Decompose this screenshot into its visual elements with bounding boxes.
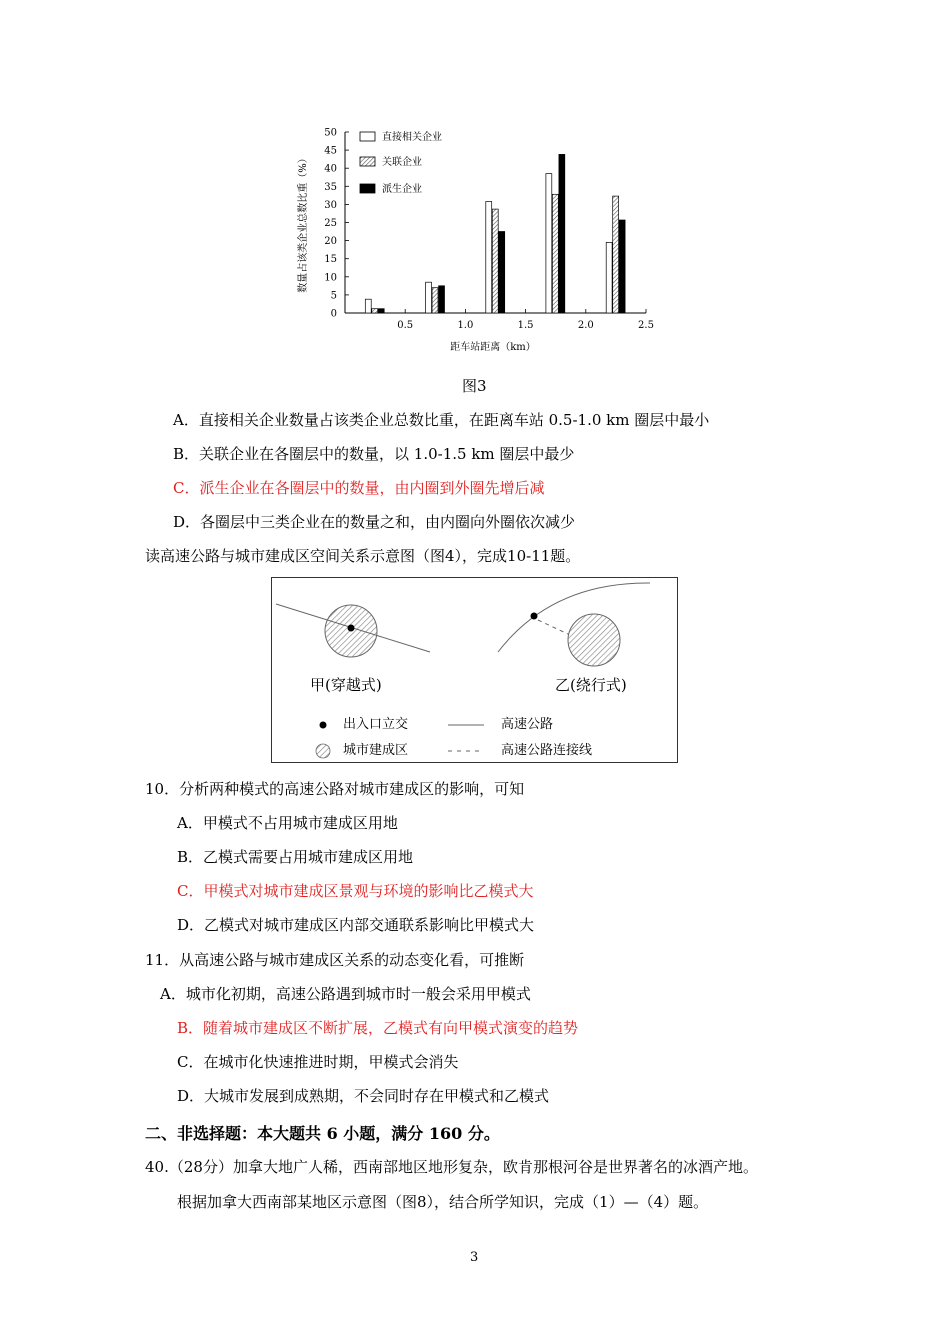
bar-derived-1.5-2.0 — [559, 154, 565, 313]
x-tick-label: 0.5 — [397, 320, 414, 331]
label-yi: 乙(绕行式) — [555, 676, 627, 694]
bar-derived-0.5-1.0 — [439, 286, 445, 313]
legend-label-direct: 直接相关企业 — [382, 132, 442, 143]
label-jia: 甲(穿越式) — [310, 676, 382, 694]
q9-option-b: B．关联企业在各圈层中的数量，以 1.0-1.5 km 圈层中最少 — [173, 445, 575, 463]
q10-option-c: C．甲模式对城市建成区景观与环境的影响比乙模式大 — [177, 882, 534, 900]
bar-direct-1.0-1.5 — [486, 202, 492, 314]
figure-4-diagram — [271, 577, 678, 763]
bar-related-2.0-2.5 — [613, 196, 619, 313]
q10-option-a: A．甲模式不占用城市建成区用地 — [177, 814, 398, 832]
y-tick-label: 30 — [324, 199, 337, 211]
q40-line-2: 根据加拿大西南部某地区示意图（图8），结合所学知识，完成（1）—（4）题。 — [177, 1193, 709, 1211]
y-tick-label: 50 — [324, 127, 337, 139]
legend — [360, 130, 442, 195]
section-2-heading: 二、非选择题：本大题共 6 小题，满分 160 分。 — [145, 1124, 500, 1143]
legend-city-symbol — [316, 744, 330, 758]
y-tick-label: 25 — [324, 218, 337, 229]
q9-option-a: A．直接相关企业数量占该类企业总数比重，在距离车站 0.5-1.0 km 圈层中最小 — [173, 411, 710, 429]
q10-option-d: D．乙模式对城市建成区内部交通联系影响比甲模式大 — [177, 916, 535, 934]
q9-option-d: D．各圈层中三类企业在的数量之和，由内圈向外圈依次减少 — [173, 513, 576, 531]
y-tick-label: 40 — [324, 163, 337, 175]
page-number: 3 — [470, 1250, 479, 1265]
x-axis-label: 距车站距离（km） — [450, 342, 536, 352]
x-tick-label: 1.0 — [457, 320, 474, 331]
legend-swatch-derived — [360, 184, 375, 193]
q10-option-b: B．乙模式需要占用城市建成区用地 — [177, 848, 414, 866]
interchange-b — [531, 613, 538, 620]
bar-related-0.5-1.0 — [432, 288, 438, 313]
y-tick-label: 45 — [324, 145, 337, 157]
q11-option-a: A．城市化初期，高速公路遇到城市时一般会采用甲模式 — [160, 985, 531, 1003]
bar-direct-0.5-1.0 — [426, 282, 432, 313]
y-tick-label: 20 — [324, 236, 337, 248]
y-tick-label: 10 — [324, 272, 337, 284]
y-tick-label: 5 — [330, 290, 337, 302]
legend-connector-label: 高速公路连接线 — [501, 743, 593, 758]
bar-related-0-0.5 — [372, 309, 378, 313]
legend-swatch-direct — [360, 132, 375, 141]
legend-city-label: 城市建成区 — [343, 743, 409, 758]
bar-related-1.5-2.0 — [552, 194, 558, 313]
q11-option-b: B．随着城市建成区不断扩展，乙模式有向甲模式演变的趋势 — [177, 1019, 579, 1037]
legend-label-derived: 派生企业 — [382, 184, 422, 195]
legend-label-related: 关联企业 — [382, 157, 422, 168]
y-tick-label: 0 — [330, 308, 337, 320]
legend-highway-label: 高速公路 — [501, 717, 554, 732]
bar-direct-2.0-2.5 — [606, 242, 612, 313]
legend-interchange-symbol — [320, 722, 327, 729]
city-area-b — [568, 614, 620, 666]
legend-swatch-related — [360, 157, 375, 166]
intro-10-11: 读高速公路与城市建成区空间关系示意图（图4），完成10-11题。 — [145, 547, 581, 565]
y-tick-label: 35 — [324, 181, 337, 193]
q11-option-c: C．在城市化快速推进时期，甲模式会消失 — [177, 1053, 459, 1071]
bar-direct-0-0.5 — [365, 299, 371, 313]
q11-stem: 11．从高速公路与城市建成区关系的动态变化看，可推断 — [145, 951, 525, 969]
x-tick-label: 1.5 — [517, 320, 534, 331]
interchange-a — [348, 625, 355, 632]
legend-interchange-label: 出入口立交 — [343, 717, 409, 732]
x-tick-label: 2.0 — [577, 320, 594, 331]
bar-derived-2.0-2.5 — [619, 220, 625, 313]
y-axis-label: 数量占该类企业总数比重（%） — [298, 153, 309, 293]
q40-line-1: 40.（28分）加拿大地广人稀，西南部地区地形复杂，欧肯那根河谷是世界著名的冰酒产地。 — [145, 1158, 758, 1176]
figure-3-caption: 图3 — [462, 377, 487, 395]
bar-related-1.0-1.5 — [492, 209, 498, 313]
connector-b — [538, 620, 570, 635]
bar-direct-1.5-2.0 — [546, 174, 552, 313]
bar-derived-1.0-1.5 — [499, 232, 505, 314]
y-tick-label: 15 — [324, 254, 337, 266]
q10-stem: 10．分析两种模式的高速公路对城市建成区的影响，可知 — [145, 780, 525, 798]
bar-derived-0-0.5 — [378, 309, 384, 313]
bar-chart-figure-3 — [290, 122, 670, 352]
x-tick-label: 2.5 — [638, 320, 654, 331]
q11-option-d: D．大城市发展到成熟期，不会同时存在甲模式和乙模式 — [177, 1087, 550, 1105]
q9-option-c: C．派生企业在各圈层中的数量，由内圈到外圈先增后减 — [173, 479, 545, 497]
